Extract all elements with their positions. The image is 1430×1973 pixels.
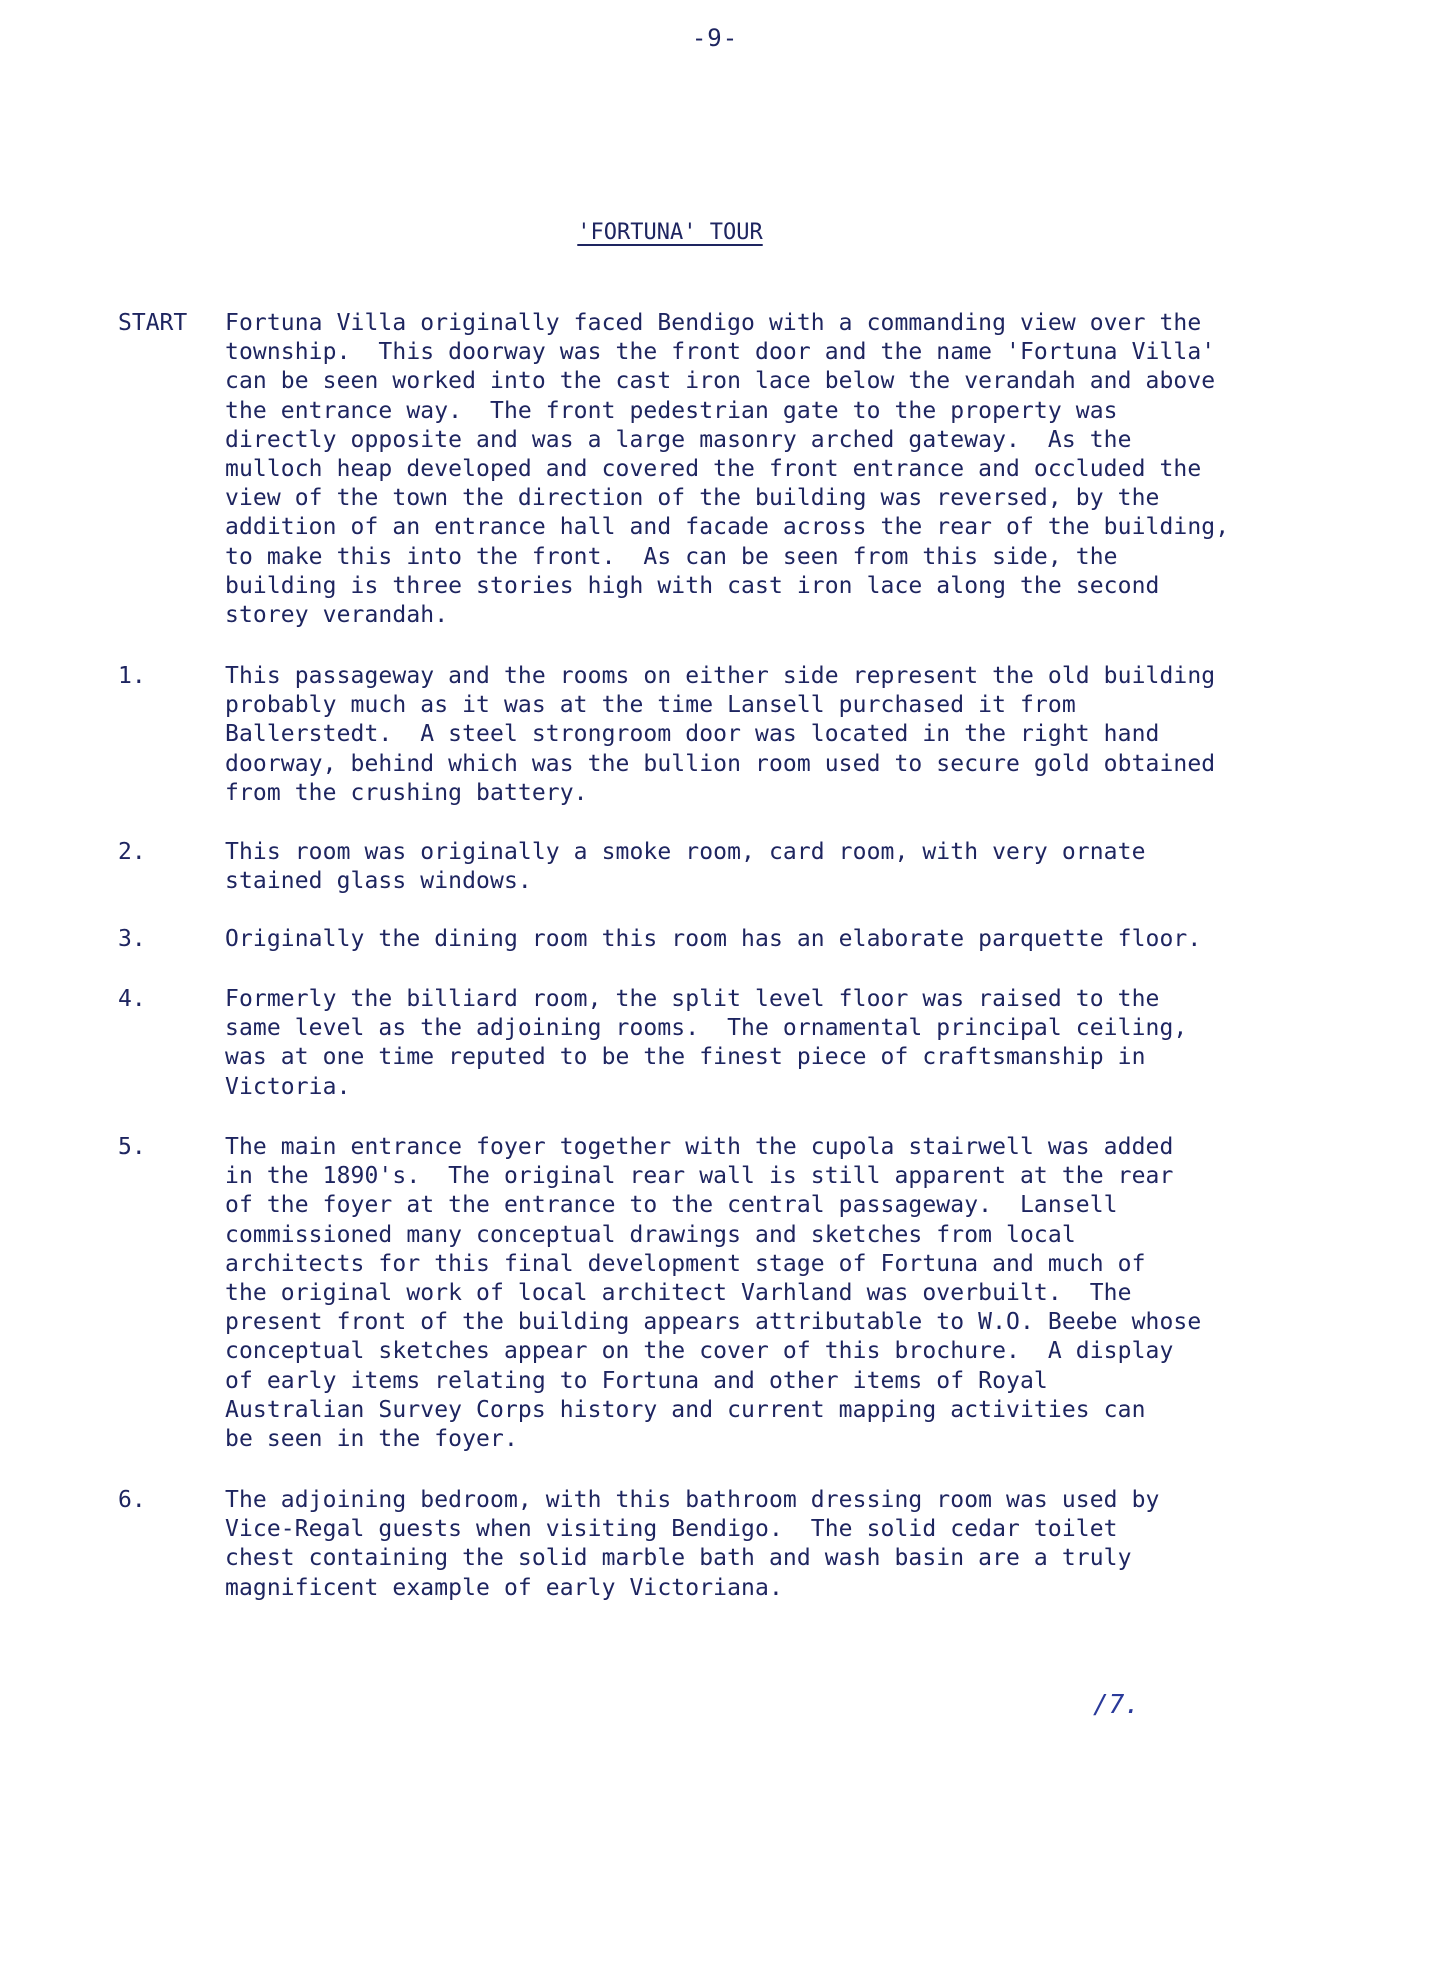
entry-text: This room was originally a smoke room, card room, with very ornate stained glass windows. xyxy=(225,839,1146,895)
title-text: 'FORTUNA' TOUR xyxy=(577,220,763,245)
entry-text: Formerly the billiard room, the split level floor was raised to the same level as the adjoining rooms. The ornamental principal ceiling, was at one time reputed to be the finest piece of craftsmanship in Victoria. xyxy=(225,986,1188,1100)
continued-page-ref: /7. xyxy=(1093,1690,1140,1720)
entry-label: 5. xyxy=(118,1134,146,1160)
document-title xyxy=(0,220,1340,245)
entry-label: START xyxy=(118,310,188,336)
entry-label: 2. xyxy=(118,839,146,865)
entry-text: Originally the dining room this room has an elaborate parquette floor. xyxy=(225,926,1202,952)
entry-text: Fortuna Villa originally faced Bendigo with a commanding view over the township. This doorway was the front door and the name 'Fortuna Villa' can be seen worked into the cast iron lace below the verandah and above the entrance way. The front pedestrian gate to the property was directly opposite and was a large masonry arched gateway. As the mulloch heap developed and covered the front entrance and occluded the view of the town the direction of the building was reversed, by the addition of an entrance hall and facade across the rear of the building, to make this into the front. As can be seen from this side, the building is three stories high with cast iron lace along the second storey verandah. xyxy=(225,310,1230,629)
entry-text: The main entrance foyer together with the cupola stairwell was added in the 1890's. The original rear wall is still apparent at the rear of the foyer at the entrance to the central passageway. Lansell commissioned many conceptual drawings and sketches from local architects for this final development stage of Fortuna and much of the original work of local architect Varhland was overbuilt. The present front of the building appears attributable to W.O. Beebe whose conceptual sketches appear on the cover of this brochure. A display of early items relating to Fortuna and other items of Royal Australian Survey Corps history and current mapping activities can be seen in the foyer. xyxy=(225,1134,1202,1453)
entry-label: 4. xyxy=(118,986,146,1012)
entry-text: This passageway and the rooms on either side represent the old building probably much as it was at the time Lansell purchased it from Ballerstedt. A steel strongroom door was located in the right hand doorway, behind which was the bullion room used to secure gold obtained from the crushing battery. xyxy=(225,663,1216,806)
entry-label: 3. xyxy=(118,926,146,952)
entry-label: 1. xyxy=(118,663,146,689)
entry-text: The adjoining bedroom, with this bathroom dressing room was used by Vice-Regal guests when visiting Bendigo. The solid cedar toilet chest containing the solid marble bath and wash basin are a truly magnificent example of early Victoriana. xyxy=(225,1487,1160,1601)
entry-label: 6. xyxy=(118,1487,146,1513)
page-number: -9- xyxy=(691,24,739,52)
